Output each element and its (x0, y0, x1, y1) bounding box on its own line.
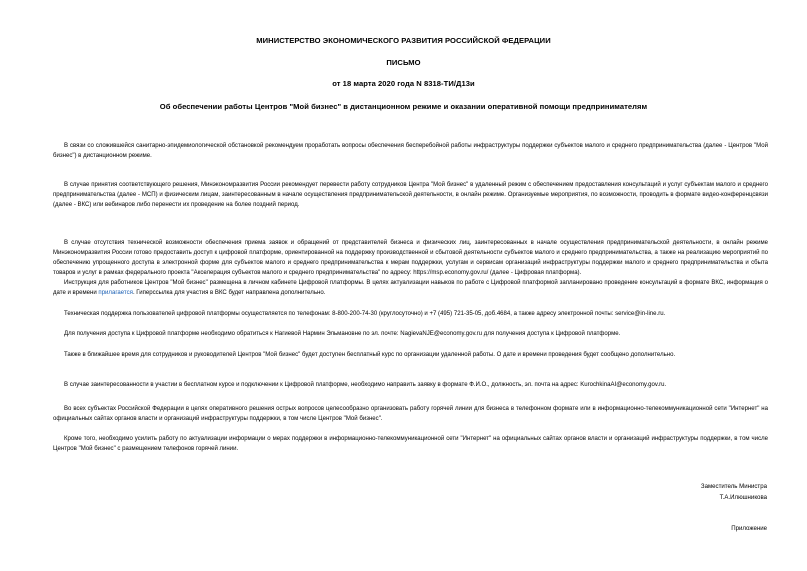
signatory-position: Заместитель Министра (700, 483, 767, 490)
document-type: ПИСЬМО (386, 58, 421, 67)
paragraph-5: Техническая поддержка пользователей цифровой платформы осуществляется по телефонам: 8-800-200-74-30 (круглосуточно) и +7 (495) 721-35-05, доб.4684, а также адресу электронной почты: service@in-line.ru. (64, 311, 666, 317)
paragraph-3: В случае отсутствия технической возможности обеспечения приема заявок и обращений от представителей бизнеса и физических лиц, заинтересованных в начале осуществления предпринимательской деятельности, в онлайн режиме Минэкономразвития России готово предоставить доступ к цифровой платформе, ориентированной на поддержку производственной и сбытовой деятельности субъектов малого и среднего предпринимательства, а также на реализацию мероприятий по обеспечению упрощенного доступа в электронной форме для субъектов малого и среднего предпринимательства к мерам поддержки, услугам и сервисам организаций инфраструктуры поддержки малого и среднего предпринимательства и сбыта товаров и услуг в рамках федерального проекта "Акселерация субъектов малого и среднего предпринимательства" по адресу: https://msp.economy.gov.ru/ (далее - Цифровая платформа). (53, 240, 768, 276)
paragraph-4 (53, 278, 768, 298)
attachment-link[interactable]: прилагается (98, 290, 133, 296)
paragraph-10: Кроме того, необходимо усилить работу по актуализации информации о мерах поддержки в информационно-телекоммуникационной сети "Интернет" на официальных сайтах органов власти и организаций инфраструктуры поддержки, в том числе Центров "Мой бизнес" с размещением телефонов горячей линии. (53, 436, 768, 452)
paragraph-4-text-end: . Гиперссылка для участия в ВКС будет направлена дополнительно. (132, 290, 326, 296)
document-title: Об обеспечении работы Центров "Мой бизнес" в дистанционном режиме и оказании оперативной помощи предпринимателям (159, 102, 648, 111)
paragraph-9: Во всех субъектах Российской Федерации в целях оперативного решения острых вопросов целесообразно организовать работу горячей линии для бизнеса в телефонном формате или в информационно-телекоммуникационной сети "Интернет" на официальных сайтах органов власти и организаций инфраструктуры поддержки, в том числе Центров "Мой бизнес". (53, 406, 768, 422)
paragraph-6: Для получения доступа к Цифровой платформе необходимо обратиться к Нагиевой Нармин Эльмановне по эл. почте: NagievaNJE@economy.gov.ru для получения доступа к Цифровой платформе. (64, 331, 621, 337)
paragraph-4-text-start: Инструкция для работников Центров "Мой бизнес" размещена в личном кабинете Цифровой платформы. В целях актуализации навыков по работе с Цифровой платформой запланировано проведение консультаций в формате ВКС, информация о дате и времени (53, 280, 768, 296)
paragraph-2: В случае принятия соответствующего решения, Минэкономразвития России рекомендует перевести работу сотрудников Центра "Мой бизнес" в удаленный режим с обеспечением предоставления консультаций и услуг субъектам малого и среднего предпринимательства (далее - МСП) и физическим лицам, заинтересованным в начале осуществления предпринимательской деятельности, в онлайн режиме. Организуемые мероприятия, по возможности, проводить в формате видео-конференцсвязи (далее - ВКС) или вебинаров либо перенести их проведение на более поздний период. (53, 182, 768, 208)
paragraph-7: Также в ближайшее время для сотрудников и руководителей Центров "Мой бизнес" будет доступен бесплатный курс по организации удаленной работы. О дате и времени проведения будет сообщено дополнительно. (64, 352, 676, 358)
attachment-label: Приложение (731, 525, 767, 532)
ministry-heading: МИНИСТЕРСТВО ЭКОНОМИЧЕСКОГО РАЗВИТИЯ РОССИЙСКОЙ ФЕДЕРАЦИИ (256, 36, 551, 45)
date-number: от 18 марта 2020 года N 8318-ТИ/Д13и (332, 79, 475, 88)
paragraph-8: В случае заинтересованности в участии в бесплатном курсе и подключении к Цифровой платформе, необходимо направить заявку в формате Ф.И.О., должность, эл. почта на адрес: KurochkinaAI@economy.gov.ru. (64, 382, 667, 388)
signatory-name: Т.А.Илюшникова (719, 494, 767, 501)
paragraph-1: В связи со сложившейся санитарно-эпидемиологической обстановкой рекомендуем проработать вопросы обеспечения бесперебойной работы инфраструктуры поддержки субъектов малого и среднего предпринимательства (далее - Центров "Мой бизнес") в дистанционном режиме. (53, 143, 768, 159)
